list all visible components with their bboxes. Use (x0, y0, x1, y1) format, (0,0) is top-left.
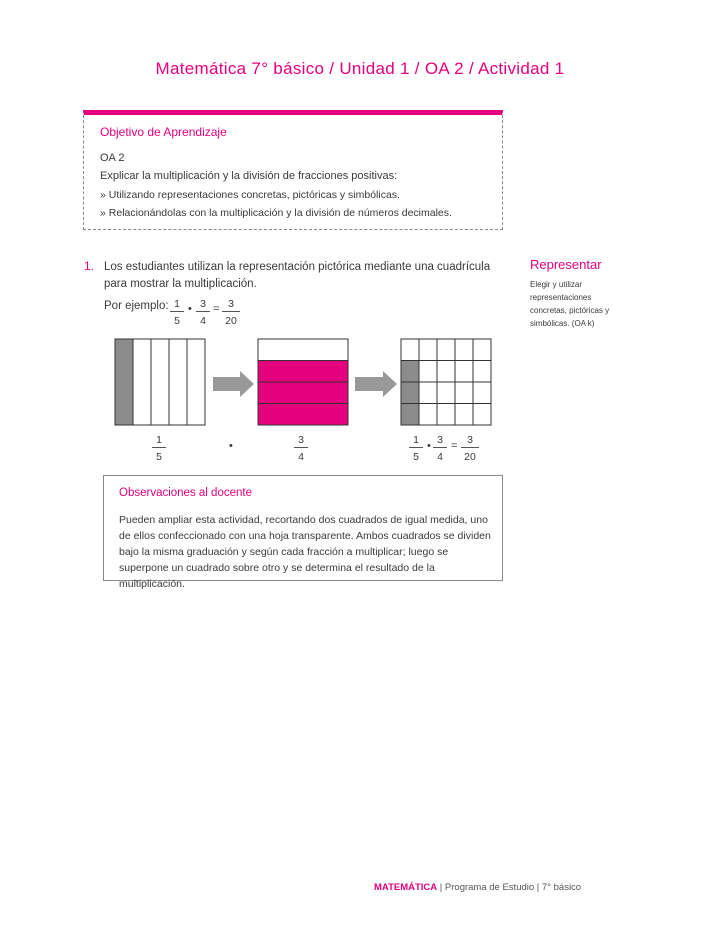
grid-cell (401, 339, 419, 361)
grid-three-fourths (258, 339, 348, 425)
grid-product (401, 339, 491, 425)
label-operator: • (229, 440, 233, 452)
example-equals: = (213, 303, 220, 315)
grid-one-fifth (115, 339, 205, 425)
label-three-fourths (294, 434, 308, 463)
denominator: 5 (413, 451, 419, 463)
grid-cell (401, 382, 419, 404)
page-title: Matemática 7° básico / Unidad 1 / OA 2 / Actividad 1 (155, 59, 565, 78)
arrow-icon (213, 371, 254, 397)
grid-cell (258, 382, 348, 404)
grid-cell (437, 361, 455, 383)
activity-number: 1. (84, 259, 95, 273)
bullet-text: Relacionándolas con la multiplicación y la división de números decimales. (108, 207, 452, 219)
denominator: 4 (298, 451, 304, 463)
grid-cell (133, 339, 151, 425)
grid-cell (258, 361, 348, 383)
footer-separator: | (439, 882, 443, 893)
numerator: 3 (433, 434, 447, 448)
numerator: 3 (196, 298, 210, 312)
grid-cell (437, 404, 455, 426)
denominator: 20 (464, 451, 476, 463)
label-product-result (461, 434, 479, 463)
objective-text: Explicar la multiplicación y la división de fracciones positivas: (100, 170, 398, 182)
grid-cell (169, 339, 187, 425)
example-label: Por ejemplo: (104, 300, 169, 312)
grid-cell (455, 361, 473, 383)
denominator: 5 (174, 315, 180, 327)
grid-cell (258, 339, 348, 361)
sidebar-text: Elegir y utilizar representaciones concretas, pictóricas y simbólicas. (OA k) (530, 280, 610, 328)
label-one-fifth (152, 434, 166, 463)
grid-cell (258, 404, 348, 426)
arrow-icon (355, 371, 397, 397)
footer-separator: | (536, 882, 540, 893)
grid-cell (419, 339, 437, 361)
grid-cell (473, 382, 491, 404)
footer-grade: 7° básico (541, 882, 582, 893)
grid-cell (419, 382, 437, 404)
denominator: 4 (200, 315, 206, 327)
denominator: 5 (156, 451, 162, 463)
grid-cell (419, 361, 437, 383)
grid-cell (455, 382, 473, 404)
numerator: 1 (152, 434, 166, 448)
numerator: 3 (461, 434, 479, 448)
grid-cell (473, 339, 491, 361)
denominator: 4 (437, 451, 443, 463)
label-product-operator: • (427, 440, 431, 452)
grid-cell (437, 382, 455, 404)
sidebar-title: Representar (530, 257, 602, 272)
numerator: 3 (222, 298, 240, 312)
observations-heading: Observaciones al docente (119, 487, 252, 499)
grid-cell (401, 404, 419, 426)
objective-heading: Objetivo de Aprendizaje (100, 125, 227, 139)
footer (374, 882, 581, 893)
grid-cell (473, 361, 491, 383)
objective-code: OA 2 (100, 152, 125, 164)
grid-cell (187, 339, 205, 425)
footer-program: Programa de Estudio (444, 882, 535, 893)
label-product-b (433, 434, 447, 463)
grid-cell (455, 339, 473, 361)
observations-text: Pueden ampliar esta actividad, recortando dos cuadrados de igual medida, uno de ellos confeccionado con una hoja transparente. Ambos cuadrados se dividen bajo la misma graduación y según cada fracción a multiplicar; luego se superpone un cuadrado sobre otro y se determina el resultado de la multiplicación. (119, 514, 491, 590)
label-product-equals: = (451, 440, 458, 452)
bullet-marker: » (100, 189, 106, 201)
grid-cell (419, 404, 437, 426)
grid-cell (401, 361, 419, 383)
numerator: 3 (294, 434, 308, 448)
denominator: 20 (225, 315, 237, 327)
bullet-text: Utilizando representaciones concretas, pictóricas y simbólicas. (108, 189, 400, 201)
grid-cell (455, 404, 473, 426)
bullet-marker: » (100, 207, 106, 219)
footer-brand: MATEMÁTICA (374, 882, 438, 893)
example-operator: • (188, 303, 192, 315)
grid-cell (437, 339, 455, 361)
numerator: 1 (409, 434, 423, 448)
label-product-a (409, 434, 423, 463)
grid-cell (473, 404, 491, 426)
numerator: 1 (170, 298, 184, 312)
activity-text: Los estudiantes utilizan la representación pictórica mediante una cuadrícula para mostrar la multiplicación. (104, 261, 491, 290)
grid-cell (115, 339, 133, 425)
grid-cell (151, 339, 169, 425)
